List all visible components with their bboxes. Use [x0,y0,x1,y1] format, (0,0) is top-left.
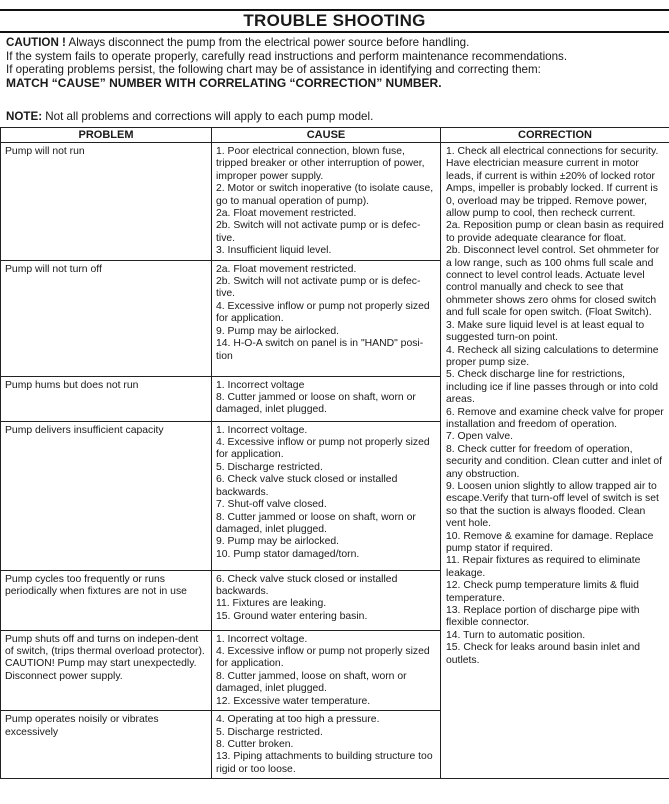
cause-item: 4. Operating at too high a pressure. [216,714,380,726]
note-line [6,110,373,124]
cause-cell [212,630,441,710]
cause-item: 2a. Float movement restricted. [216,208,357,220]
correction-item: 10. Remove & examine for damage. Replace pump stator if required. [446,530,654,554]
cause-item: 1. Incorrect voltage. [216,424,308,436]
cause-item: 8. Cutter broken. [216,738,294,750]
intro-line-3: If operating problems persist, the following chart may be of assistance in identifying and correcting them: [6,63,541,76]
correction-item: 2b. Disconnect level control. Set ohmmeter for a low range, such as 100 ohms full scale and connect to level control leads. Actuate level control manually and check to see that ohmmeter shows zero ohms for closed switch and full scale for open switch. (Float Switch). [446,245,660,319]
correction-header: CORRECTION [441,128,669,143]
cause-item: 8. Cutter jammed or loose on shaft, worn or damaged, inlet plugged. [216,511,416,535]
cause-header: CAUSE [212,128,441,143]
problem-cell: Pump operates noisily or vibrates excessively [1,711,212,779]
cause-item: 2a. Float movement restricted. [216,263,357,275]
cause-item: 4. Excessive inflow or pump not properly sized for application. [216,646,430,670]
correction-item: 14. Turn to automatic position. [446,629,586,641]
intro-block [6,36,666,90]
problem-cell: Pump hums but does not run [1,376,212,421]
cause-item: 6. Check valve stuck closed or installed backwards. [216,573,398,598]
cause-item: 12. Excessive water temperature. [216,695,371,707]
cause-item: 7. Shut-off valve closed. [216,499,327,511]
cause-cell [212,711,441,779]
cause-item: 6. Check valve stuck closed or installed backwards. [216,474,398,498]
cause-item: 10. Pump stator damaged/torn. [216,548,360,560]
cause-item: 9. Pump may be airlocked. [216,325,340,337]
cause-cell [212,260,441,376]
cause-item: 4. Excessive inflow or pump not properly sized for application. [216,300,430,325]
intro-line-2: If the system fails to operate properly, carefully read instructions and perform maintenance recommendations. [6,49,568,63]
cause-cell [212,143,441,261]
correction-item: 9. Loosen union slightly to allow trapped air to escape.Verify that turn-off level of switch is set so that the suction is always flooded. Clean vent hole. [446,480,659,530]
cause-item: 2. Motor or switch inoperative (to isolate cause, go to manual operation of pump). [216,183,434,207]
correction-item: 12. Check pump temperature limits & fluid temperature. [446,580,639,604]
page-title: TROUBLE SHOOTING [0,9,669,33]
match-instruction: MATCH “CAUSE” NUMBER WITH CORRELATING “CORRECTION” NUMBER. [6,75,442,90]
cause-item: 5. Discharge restricted. [216,461,323,473]
correction-item: 11. Repair fixtures as required to eliminate leakage. [446,555,641,579]
cause-cell [212,376,441,421]
problem-cell: Pump will not run [1,143,212,261]
cause-item: 2b. Switch will not activate pump or is defec-tive. [216,276,421,300]
correction-item: 4. Recheck all sizing calculations to determine proper pump size. [446,344,659,368]
cause-item: 1. Poor electrical connection, blown fuse, tripped breaker or other interruption of power, improper power supply. [216,146,425,182]
problem-cell: Pump delivers insufficient capacity [1,421,212,570]
cause-item: 14. H-O-A switch on panel is in "HAND" posi-tion [216,338,424,362]
problem-header: PROBLEM [1,128,212,143]
caution-line [6,36,666,50]
cause-item: 8. Cutter jammed, loose on shaft, worn or damaged, inlet plugged. [216,670,407,695]
cause-item: 5. Discharge restricted. [216,726,323,738]
correction-cell [441,143,669,779]
problem-cell: Pump cycles too frequently or runs periodically when fixtures are not in use [1,570,212,630]
note-label: NOTE: [6,110,43,123]
caution-label: CAUTION ! [6,36,66,49]
correction-item: 8. Check cutter for freedom of operation, security and condition. Clean cutter and inlet of any obstruction. [446,443,663,480]
problem-cell: Pump will not turn off [1,260,212,376]
correction-item: 2a. Reposition pump or clean basin as required to provide adequate clearance for float. [446,220,664,244]
correction-item: 6. Remove and examine check valve for proper installation and freedom of operation. [446,406,664,430]
table-header-row [1,128,669,143]
correction-item: 15. Check for leaks around basin inlet and outlets. [446,642,641,666]
cause-item: 13. Piping attachments to building structure too rigid or too loose. [216,751,433,775]
cause-item: 1. Incorrect voltage [216,379,305,391]
cause-item: 15. Ground water entering basin. [216,610,368,622]
cause-item: 9. Pump may be airlocked. [216,536,340,548]
cause-item: 11. Fixtures are leaking. [216,598,327,610]
correction-item: 13. Replace portion of discharge pipe with flexible connector. [446,605,640,629]
cause-cell [212,570,441,630]
note-text: Not all problems and corrections will apply to each pump model. [42,110,374,123]
correction-item: 5. Check discharge line for restrictions, including ice if line passes through or into cold areas. [446,369,658,406]
problem-cell: Pump shuts off and turns on indepen-dent of switch, (trips thermal overload protector). CAUTION! Pump may start unexpectedly. Disconnect power supply. [1,630,212,710]
table-row [1,143,669,261]
caution-text: Always disconnect the pump from the electrical power source before handling. [65,36,470,49]
correction-item: 7. Open valve. [446,431,514,443]
cause-item: 3. Insufficient liquid level. [216,245,332,257]
cause-item: 4. Excessive inflow or pump not properly sized for application. [216,437,430,461]
correction-item: 3. Make sure liquid level is at least equal to suggested turn-on point. [446,319,645,344]
cause-item: 8. Cutter jammed or loose on shaft, worn or damaged, inlet plugged. [216,392,416,416]
trouble-shooting-table [0,127,669,779]
correction-item: 1. Check all electrical connections for security. Have electrician measure current in motor leads, if current is within ±20% of locked rotor Amps, impeller is probably locked. If current is 0, overload may be tripped. Remove power, allow pump to cool, then recheck current. [446,146,659,220]
cause-item: 1. Incorrect voltage. [216,633,308,645]
cause-cell [212,421,441,570]
cause-item: 2b. Switch will not activate pump or is defec-tive. [216,220,421,244]
